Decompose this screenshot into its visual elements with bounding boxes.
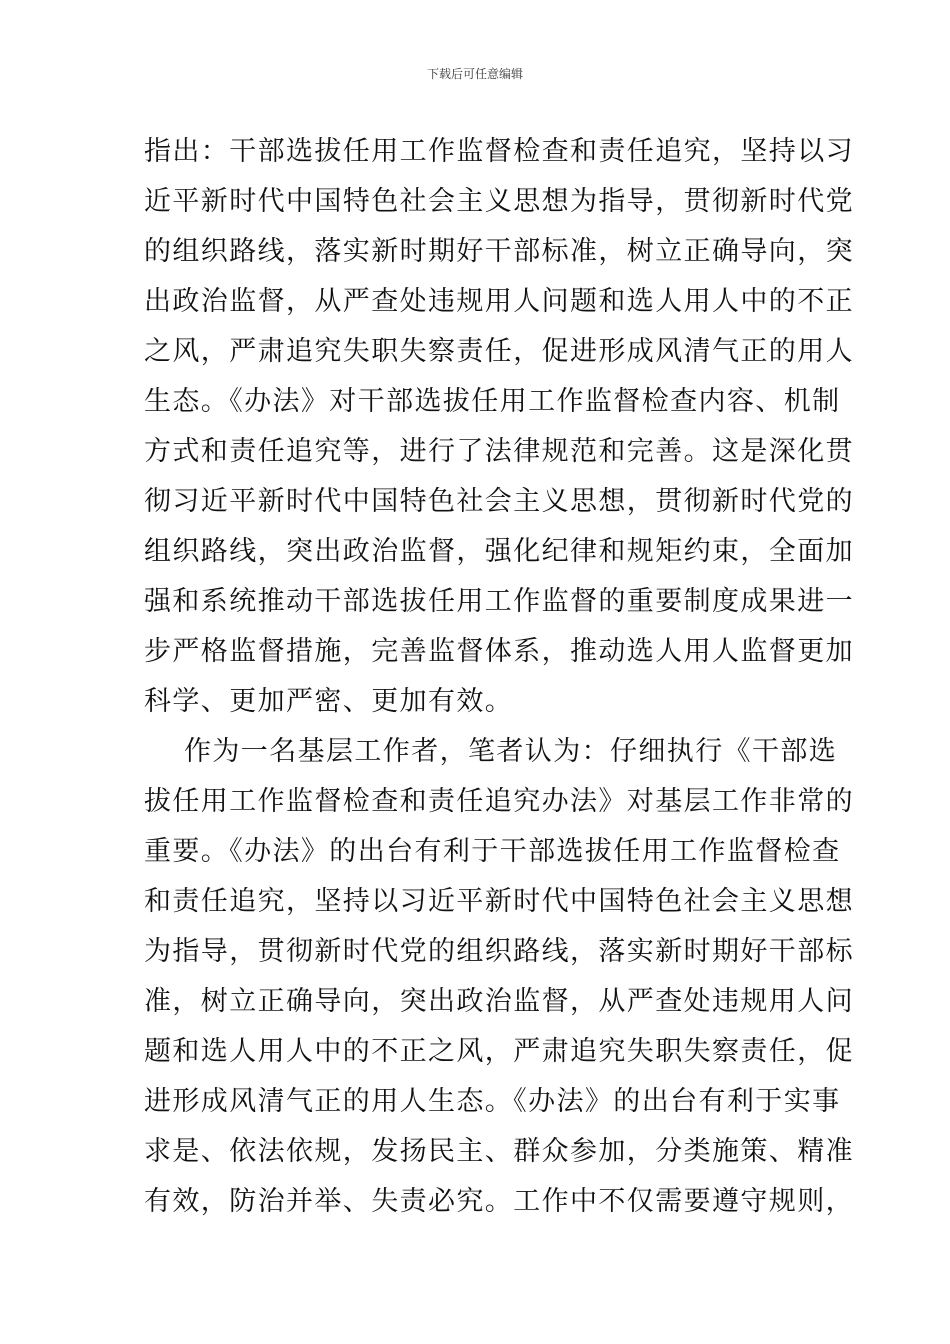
body-text: [144, 130, 854, 1230]
text-line: 出政治监督，从严查处违规用人问题和选人用人中的不正: [144, 286, 854, 317]
text-line: 科学、更加严密、更加有效。: [144, 686, 514, 717]
text-line: 生态。《办法》对干部选拔任用工作监督检查内容、机制: [144, 386, 841, 417]
page-header: 下载后可任意编辑: [426, 67, 523, 81]
text-line: 拔任用工作监督检查和责任追究办法》对基层工作非常的: [144, 786, 854, 817]
text-line: 之风，严肃追究失职失察责任，促进形成风清气正的用人: [144, 336, 854, 367]
text-line: 彻习近平新时代中国特色社会主义思想，贯彻新时代党的: [144, 486, 854, 517]
text-line: 方式和责任追究等，进行了法律规范和完善。这是深化贯: [144, 436, 854, 467]
text-line: 的组织路线，落实新时期好干部标准，树立正确导向，突: [144, 236, 854, 267]
text-line: 有效，防治并举、失责必究。工作中不仅需要遵守规则，: [144, 1186, 854, 1217]
text-line: 准，树立正确导向，突出政治监督，从严查处违规用人问: [144, 986, 854, 1017]
text-line: 为指导，贯彻新时代党的组织路线，落实新时期好干部标: [144, 936, 854, 967]
text-line: 强和系统推动干部选拔任用工作监督的重要制度成果进一: [144, 586, 854, 617]
text-line: 和责任追究，坚持以习近平新时代中国特色社会主义思想: [144, 886, 854, 917]
text-line: 题和选人用人中的不正之风，严肃追究失职失察责任，促: [144, 1036, 854, 1067]
text-line: 步严格监督措施，完善监督体系，推动选人用人监督更加: [144, 636, 854, 667]
text-line: 指出：干部选拔任用工作监督检查和责任追究，坚持以习: [144, 136, 854, 167]
text-line: 进形成风清气正的用人生态。《办法》的出台有利于实事: [144, 1086, 841, 1117]
text-line: 重要。《办法》的出台有利于干部选拔任用工作监督检查: [144, 836, 841, 867]
text-line: 求是、依法依规，发扬民主、群众参加，分类施策、精准: [144, 1136, 854, 1167]
text-line: 近平新时代中国特色社会主义思想为指导，贯彻新时代党: [144, 186, 854, 217]
text-line: 组织路线，突出政治监督，强化纪律和规矩约束，全面加: [144, 536, 854, 567]
paragraph-first-line: 作为一名基层工作者，笔者认为：仔细执行《干部选: [184, 736, 838, 767]
